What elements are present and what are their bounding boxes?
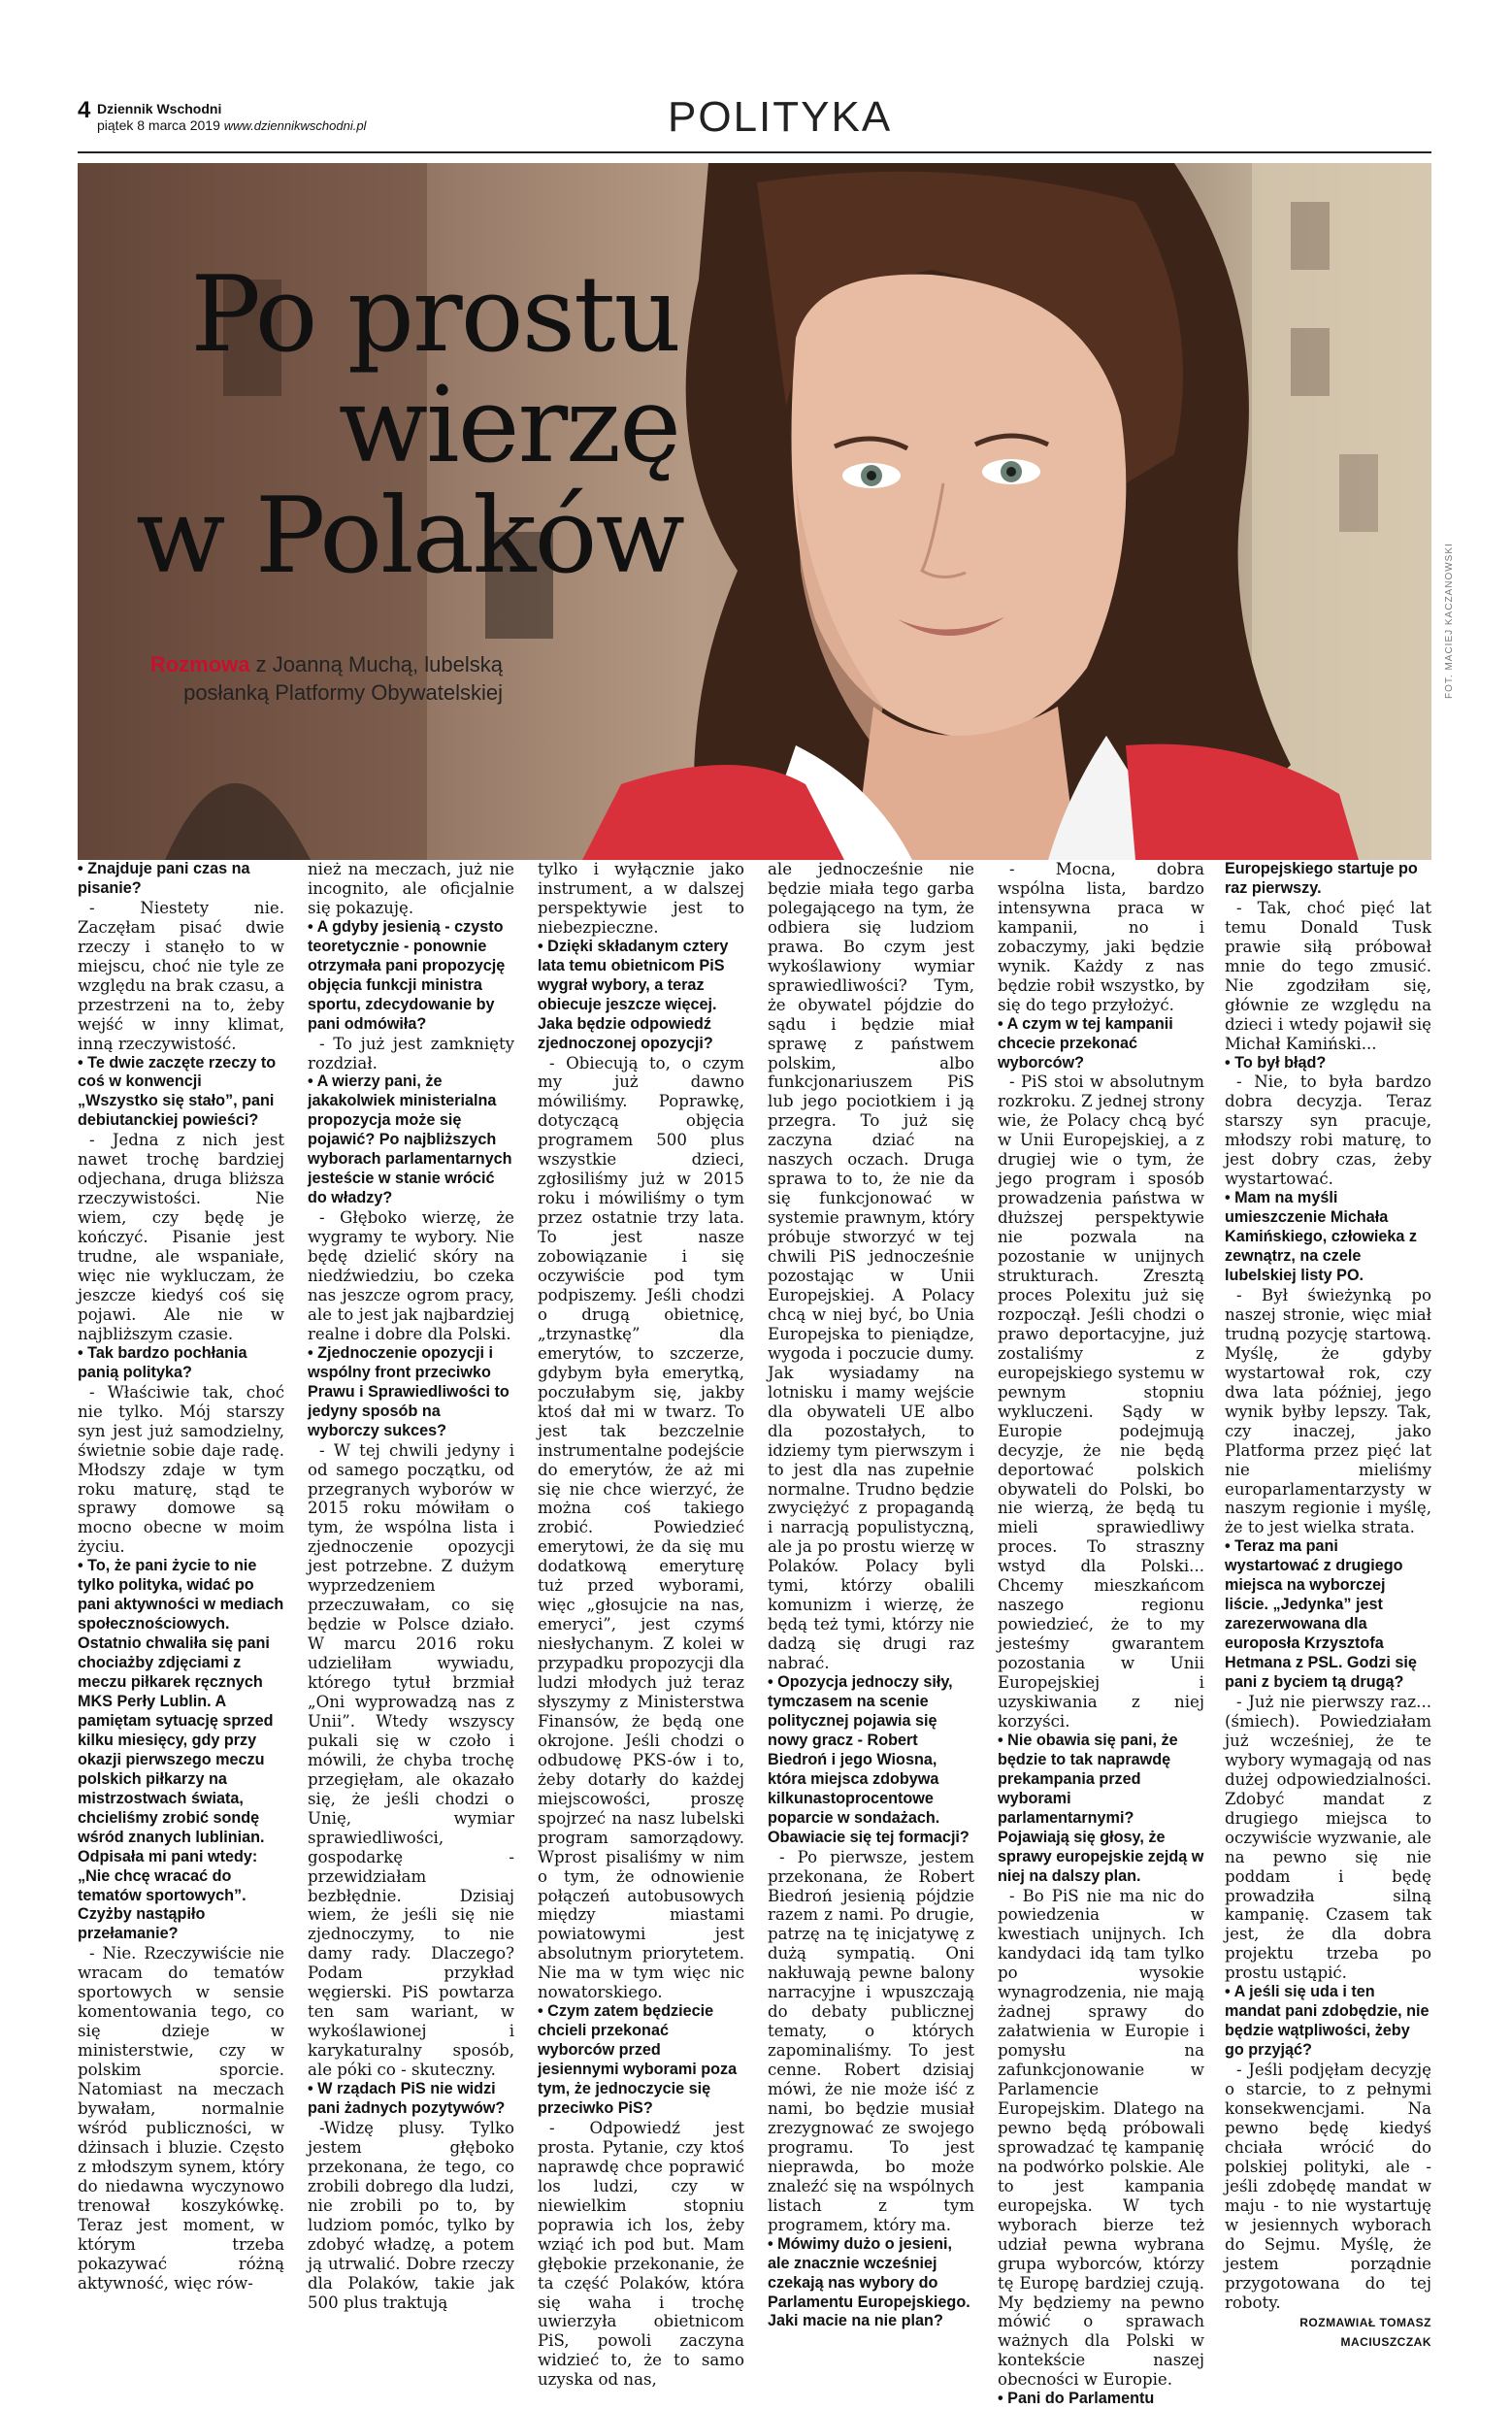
interview-answer: - Po pierwsze, jestem przekonana, że Robert Biedroń jesienią pójdzie razem z nami. Po drugie, patrzę na tę inicjatywę z dużą sympatią. Oni nakłuwają pewne balony narracyjne i wpuszczają do debaty publicznej tematy, o których zapominaliśmy. To jest cenne. Robert dzisiaj mówi, że nie może iść z nami, bo będzie musiał zrezygnować ze swojego programu. To jest nieprawda, bo może znaleźć się na wspólnych listach z tym programem, który ma.	[768, 1847, 974, 2234]
interview-question: • Czym zatem będziecie chcieli przekonać wyborców przed jesiennymi wyborami poza tym, że jednoczycie się przeciwko PiS?	[538, 2002, 738, 2117]
interview-answer: - Jedna z nich jest nawet trochę bardziej odjechana, druga bliższa rzeczywistości. Nie wiem, czy będę je kończyć. Pisanie jest trudne, ale wspaniałe, więc nie wykluczam, że jeszcze kiedyś coś się pojawi. Ale nie w najbliższym czasie.	[78, 1131, 284, 1343]
interview-answer: - PiS stoi w absolutnym rozkroku. Z jednej strony wie, że Polacy chcą być w Unii Europejskiej, a z drugiej wie o tym, że jego program i sposób prowadzenia państwa w dłuższej perspektywie nie pozwala na pozostanie w unijnych strukturach. Zresztą proces Polexitu już się rozpoczął. Jeśli chodzi o prawo deportacyjne, już zostaliśmy z europejskiego systemu w pewnym stopniu wykluczeni. Sądy w Europie podejmują decyzje, że nie będą deportować polskich obywateli do Polski, bo nie wierzą, że będą tu mieli sprawiedliwy proces. To straszny wstyd dla Polski... Chcemy mieszkańcom naszego regionu powiedzieć, że to my jesteśmy gwarantem pozostania w Unii Europejskiej i uzyskiwania z niej korzyści.	[998, 1072, 1204, 1731]
interview-answer: - Obiecują to, o czym my już dawno mówiliśmy. Poprawkę, dotyczącą objęcia programem 500 plus wszystkie dzieci, zgłosiliśmy już w 2015 roku i mówiliśmy o tym przez ostatnie trzy lata. To jest nasze zobowiązanie i się oczywiście pod tym podpiszemy. Jeśli chodzi o drugą obietnicę, „trzynastkę” dla emerytów, to szczerze, gdybym była emerytką, poczułabym się, jakby ktoś dał mi w twarz. To jest tak bezczelnie instrumentalne podejście do emerytów, że aż mi się nie chce wierzyć, że można coś takiego zrobić. Powiedzieć emerytowi, że da się mu dodatkową emeryturę tuż przed wyborami, więc „głosujcie na nas, emeryci”, jest czymś niesłychanym. Z kolei w przypadku propozycji dla ludzi młodych już teraz słyszymy z Ministerstwa Finansów, że będą one okrojone. Jeśli chodzi o odbudowę PKS-ów i to, żeby dotarły do każdej miejscowości, proszę spojrzeć na nasz lubelski program samorządowy. Wprost pisaliśmy w nim o tym, że odnowienie połączeń autobusowych między miastami powiatowymi jest absolutnym priorytetem. Nie ma w tym więc nic nowatorskiego.	[538, 1053, 744, 2002]
interview-answer: - Nie. Rzeczywiście nie wracam do tematów sportowych w sensie komentowania tego, co się dzieje w ministerstwie, czy w polskim sporcie. Natomiast na meczach bywałam, normalnie wśród publiczności, w dżinsach i bluzie. Często z młodszym synem, który do niedawna wyczynowo trenował koszykówkę. Teraz jest moment, w którym trzeba pokazywać różną aktywność, więc rów-	[78, 1944, 284, 2293]
interview-question: • Zjednoczenie opozycji i wspólny front przeciwko Prawu i Sprawiedliwości to jedyny sposób na wyborczy sukces?	[308, 1343, 509, 1439]
headline-line-3: w Polaków	[136, 476, 683, 597]
interview-question: • To, że pani życie to nie tylko polityka, widać po pani aktywności w mediach społecznościowych. Ostatnio chwaliła się pani chociażby zdjęciami z meczu piłkarek ręcznych MKS Perły Lublin. A pamiętam sytuację sprzed kilku miesięcy, gdy przy okazji pierwszego meczu polskich piłkarzy na mistrzostwach świata, chcieliśmy zrobić sondę wśród znanych lublinian. Odpisała mi pani wtedy: „Nie chcę wracać do tematów sportowych”. Czyżby nastąpiło przełamanie?	[78, 1557, 284, 1943]
interview-question: • Znajduje pani czas na pisanie?	[78, 860, 250, 897]
interview-answer: - Niestety nie. Zaczęłam pisać dwie rzeczy i stanęło to w miejscu, choć nie tyle ze względu na brak czasu, a przestrzeni na to, żeby wejść w inny klimat, inną rzeczywistość.	[78, 898, 284, 1053]
paper-name: Dziennik Wschodni	[97, 101, 222, 116]
interview-answer: - Odpowiedź jest prosta. Pytanie, czy ktoś naprawdę chce poprawić los ludzi, czy w niewielkim stopniu poprawia ich los, żeby wziąć ich pod but. Mam głębokie przekonanie, że ta część Polaków, która się waha i trochę uwierzyła obietnicom PiS, powoli zaczyna widzieć to, że to samo uzyska od nas,	[538, 2118, 744, 2390]
interview-answer: nież na meczach, już nie incognito, ale oficjalnie się pokazuję.	[308, 860, 514, 917]
lede-text: z Joanną Muchą, lubelską posłanką Platformy Obywatelskiej	[183, 652, 503, 705]
interview-answer: - Jeśli podjęłam decyzję o starcie, to z pełnymi konsekwencjami. Na pewno będę kiedyś chciała wrócić do polskiej polityki, ale - jeśli zdobędę mandat w maju - to nie wystartuję w jesiennych wyborach do Sejmu. Myślę, że jestem porządnie przygotowana do tej roboty.	[1225, 2061, 1431, 2312]
interview-answer: tylko i wyłącznie jako instrument, a w dalszej perspektywie jest to niebezpieczne.	[538, 860, 744, 937]
article-column-5	[998, 860, 1204, 2408]
interview-question: • Nie obawia się pani, że będzie to tak naprawdę prekampania przed wyborami parlamentarnymi? Pojawiają się głosy, że sprawy europejskie zejdą w niej na dalszy plan.	[998, 1731, 1204, 1885]
site-url: www.dziennikwschodni.pl	[223, 118, 367, 133]
lede	[116, 650, 503, 707]
interview-answer: - Już nie pierwszy raz... (śmiech). Powiedziałam już wcześniej, że te wybory wymagają od nas dużej odpowiedzialności. Zdobyć mandat z drugiego miejsca to oczywiście wyzwanie, ale na pewno się nie poddam i będę prowadziła silną kampanię. Czasem tak jest, że dla dobra projektu trzeba po prostu ustąpić.	[1225, 1692, 1431, 1983]
interview-question: • Tak bardzo pochłania panią polityka?	[78, 1343, 247, 1381]
article-column-2	[308, 860, 514, 2312]
interview-question: • A czym w tej kampanii chcecie przekonać wyborców?	[998, 1014, 1173, 1072]
interview-answer: - Tak, choć pięć lat temu Donald Tusk prawie siłą próbował mnie do tego zmusić. Nie zgodziłam się, głównie ze względu na dzieci i wtedy pojawił się Michał Kamiński...	[1225, 898, 1431, 1053]
issue-date: piątek 8 marca 2019	[97, 117, 220, 133]
interview-answer: - Mocna, dobra wspólna lista, bardzo intensywna praca w kampanii, no i zobaczymy, jaki będzie wynik. Każdy z nas będzie robił wszystko, by się do tego przyłożyć.	[998, 860, 1204, 1014]
header-rule	[78, 151, 1431, 153]
interview-answer: - Nie, to była bardzo dobra decyzja. Teraz starszy syn pracuje, młodszy robi maturę, to jest dobry czas, żeby wystartować.	[1225, 1072, 1431, 1189]
headline-line-2: wierzę	[338, 365, 679, 486]
article-column-1	[78, 860, 284, 2293]
interview-question: Europejskiego startuje po raz pierwszy.	[1225, 860, 1418, 897]
interview-question: • Te dwie zaczęte rzeczy to coś w konwencji „Wszystko się stało”, pani debiutanckiej powieści?	[78, 1053, 277, 1130]
photo-credit: FOT. MACIEJ KACZANOWSKI	[1444, 543, 1455, 699]
headline	[136, 254, 683, 597]
interview-answer: - Był świeżynką po naszej stronie, więc miał trudną pozycję startową. Myślę, że gdyby wystartował rok, czy dwa lata później, jego wynik byłby lepszy. Tak, czy inaczej, jako Platforma przez pięć lat nie mieliśmy europarlamentarzysty w naszym regionie i myślę, że to jest wielka strata.	[1225, 1285, 1431, 1537]
interview-answer: - Właściwie tak, choć nie tylko. Mój starszy syn jest już samodzielny, świetnie sobie daje radę. Młodszy zdaje w tym roku maturę, stąd te sprawy domowe są mocno obecne w moim życiu.	[78, 1382, 284, 1557]
interview-question: • A gdyby jesienią - czysto teoretycznie - ponownie otrzymała pani propozycję objęcia funkcji ministra sportu, zdecydowanie by pani odmówiła?	[308, 917, 506, 1033]
interview-answer: - W tej chwili jedyny i od samego początku, od przegranych wyborów w 2015 roku mówiłam o tym, że wspólna lista i zjednoczenie opozycji jest potrzebne. Z dużym wyprzedzeniem przeczuwałam, co się będzie w Polsce działo. W marcu 2016 roku udzieliłam wywiadu, którego tytuł brzmiał „Oni wyprowadzą nas z Unii”. Wtedy wszyscy pukali się w czoło i mówili, że chyba trochę przegięłam, ale okazało się, że jeśli chodzi o Unię, wymiar sprawiedliwości, gospodarkę - przewidziałam bezbłędnie. Dzisiaj wiem, że jeśli się nie zjednoczymy, to nie damy rady. Dlaczego? Podam przykład węgierski. PiS powtarza ten sam wariant, w wykoślawionej i karykaturalny sposób, ale póki co - skuteczny.	[308, 1440, 514, 2080]
interview-answer: ale jednocześnie nie będzie miała tego garba polegającego na tym, że odbiera się ludziom prawa. Bo czym jest wykoślawiony wymiar sprawiedliwości? Tym, że obywatel pójdzie do sądu i będzie miał sprawę z państwem polskim, albo funkcjonariuszem PiS lub jego pociotkiem i ją przegra. To już się zaczyna dziać na naszych oczach. Druga sprawa to to, że nie da się funkcjonować w systemie prawnym, który próbuje stworzyć w tej chwili PiS jednocześnie pozostając w Unii Europejskiej. A Polacy chcą w niej być, bo Unia Europejska to pieniądze, wygoda i poczucie dumy. Jak wysiadamy na lotnisku i mamy wejście dla obywateli UE albo dla pozostałych, to idziemy tym pierwszym i to jest dla nas zupełnie normalne. Trudno będzie zwyciężyć z propagandą i narracją populistyczną, ale ja po prostu wierzę w Polaków. Polacy byli tymi, którzy obalili komunizm i wierzę, że będą też tymi, którzy nie dadzą się drugi raz nabrać.	[768, 860, 974, 1673]
page-number: 4	[78, 97, 91, 123]
interview-answer: - Bo PiS nie ma nic do powiedzenia w kwestiach unijnych. Ich kandydaci idą tam tylko po wysokie wynagrodzenia, nie mają żadnej sprawy do załatwienia w Europie i pomysłu na zafunkcjonowanie w Parlamencie Europejskim. Dlatego na pewno będą próbowali sprowadzać tę kampanię na podwórko polskie. Ale to jest kampania europejska. W tych wyborach bierze też udział pewna wybrana grupa wyborców, którzy tę Europę bardziej czują. My będziemy na pewno mówić o sprawach ważnych dla Polski w kontekście naszej obecności w Europie.	[998, 1886, 1204, 2390]
section-title: POLITYKA	[668, 93, 893, 141]
interview-answer: -Widzę plusy. Tylko jestem głęboko przekonana, że tego, co zrobili dobrego dla ludzi, nie zrobili po to, by ludziom pomóc, tylko by zdobyć władzę, a potem ją utrwalić. Dobre rzeczy dla Polaków, takie jak 500 plus traktują	[308, 2118, 514, 2312]
interview-question: • A wierzy pani, że jakakolwiek ministerialna propozycja może się pojawić? Po najbliższych wyborach parlamentarnych jesteście w stanie wrócić do władzy?	[308, 1072, 512, 1207]
article-column-4	[768, 860, 974, 2330]
interview-question: • A jeśli się uda i ten mandat pani zdobędzie, nie będzie wątpliwości, żeby go przyjąć?	[1225, 1983, 1430, 2060]
interview-question: • Dzięki składanym cztery lata temu obietnicom PiS wygrał wybory, a teraz obiecuje jeszcze więcej. Jaka będzie odpowiedź zjednoczonej opozycji?	[538, 937, 729, 1052]
interview-question: • Mówimy dużo o jesieni, ale znacznie wcześniej czekają nas wybory do Parlamentu Europejskiego. Jaki macie na nie plan?	[768, 2234, 970, 2330]
interview-answer: - To już jest zamknięty rozdział.	[308, 1034, 514, 1072]
interview-question: • To był błąd?	[1225, 1053, 1327, 1072]
interview-question: • Teraz ma pani wystartować z drugiego miejsca na wyborczej liście. „Jedynka” jest zarezerwowana dla europosła Krzysztofa Hetmana z PSL. Godzi się pani z byciem tą drugą?	[1225, 1537, 1417, 1692]
interview-question: • Pani do Parlamentu	[998, 2390, 1155, 2408]
article-column-6	[1225, 860, 1431, 2350]
interview-question: • W rządach PiS nie widzi pani żadnych pozytywów?	[308, 2080, 506, 2117]
masthead	[97, 101, 366, 134]
headline-line-1: Po prostu	[190, 254, 679, 376]
article-column-3	[538, 860, 744, 2390]
author-byline: ROZMAWIAŁ TOMASZ MACIUSZCZAK	[1299, 2316, 1431, 2350]
interview-question: • Opozycja jednoczy siły, tymczasem na scenie politycznej pojawia się nowy gracz - Robert Biedroń i jego Wiosna, która miejsca zdobywa kilkunastoprocentowe poparcie w sondażach. Obawiacie się tej formacji?	[768, 1673, 970, 1846]
interview-answer: - Głęboko wierzę, że wygramy te wybory. Nie będę dzielić skóry na niedźwiedziu, bo czeka nas jeszcze ogrom pracy, ale to jest jak najbardziej realne i dobre dla Polski.	[308, 1208, 514, 1343]
interview-question: • Mam na myśli umieszczenie Michała Kamińskiego, człowieka z zewnątrz, na czele lubelskiej listy PO.	[1225, 1189, 1417, 1285]
article-body	[78, 860, 1431, 2408]
lede-kicker: Rozmowa	[149, 652, 250, 676]
